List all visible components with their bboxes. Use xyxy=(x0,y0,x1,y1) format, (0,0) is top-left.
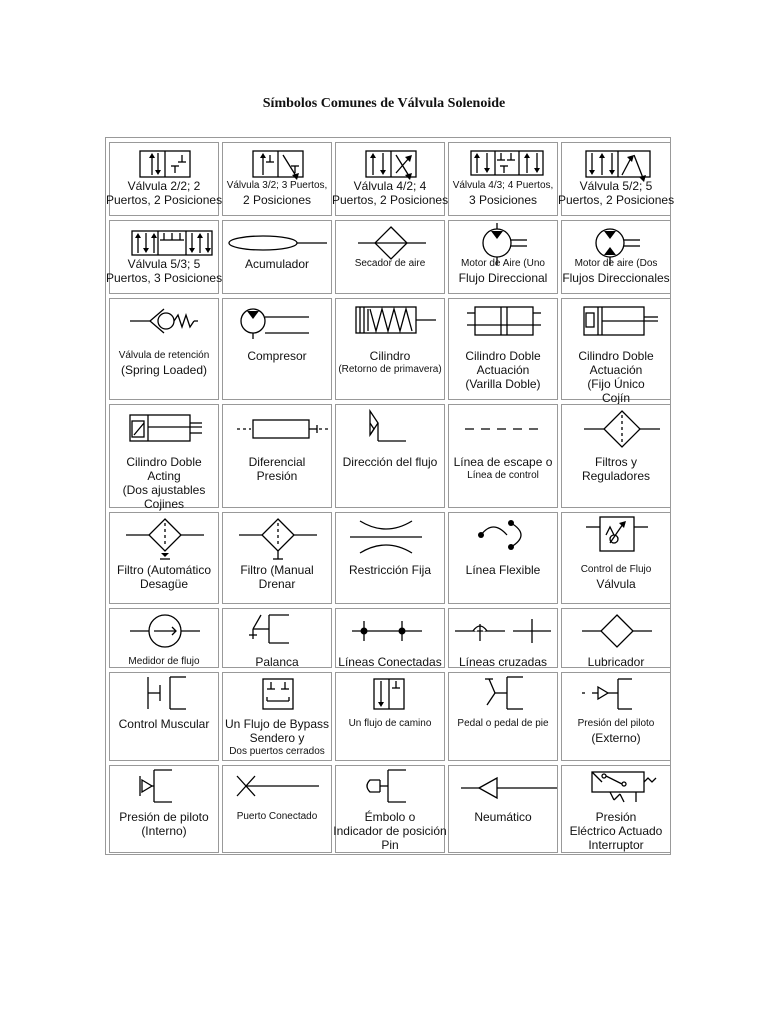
bypass-flow-icon xyxy=(223,673,333,715)
flow-control-valve-icon xyxy=(562,513,672,561)
lever-icon xyxy=(223,609,333,653)
symbol-label xyxy=(219,257,335,271)
valve-4-2-icon xyxy=(336,143,446,177)
symbol-label-line: Válvula 5/2; 5 xyxy=(579,179,653,193)
symbol-label-line: Compresor xyxy=(247,349,307,363)
symbol-label-line: Interruptor xyxy=(588,838,644,852)
crossed-lines-icon xyxy=(449,609,559,653)
symbol-cell xyxy=(335,608,445,668)
symbol-label xyxy=(219,810,335,824)
symbol-cell xyxy=(448,672,558,761)
symbol-cell xyxy=(222,220,332,294)
symbol-label-line: Un flujo de camino xyxy=(348,718,432,729)
filter-manual-drain-icon xyxy=(223,513,333,561)
symbol-cell xyxy=(222,142,332,216)
symbol-label-line: Desagüe xyxy=(139,577,189,591)
symbol-label-line: Cilindro xyxy=(369,349,411,363)
pilot-internal-icon xyxy=(110,766,220,808)
symbol-cell xyxy=(109,512,219,604)
symbol-label xyxy=(106,179,222,207)
cylinder-double-cushion-icon xyxy=(562,299,672,347)
flow-direction-icon xyxy=(336,405,446,453)
symbol-label-line: (Externo) xyxy=(591,731,641,745)
symbol-cell xyxy=(109,672,219,761)
symbol-label-line: Cojines xyxy=(143,497,185,511)
symbol-label-line: (Varilla Doble) xyxy=(465,377,541,391)
symbol-label-line: (Fijo Único xyxy=(587,377,645,391)
cylinder-spring-return-icon xyxy=(336,299,446,347)
symbol-label xyxy=(332,257,448,271)
symbol-cell xyxy=(109,404,219,511)
symbol-cell xyxy=(561,608,671,668)
symbol-label xyxy=(445,717,561,731)
symbol-label-line: Neumático xyxy=(474,810,532,824)
symbol-label xyxy=(445,810,561,824)
symbol-cell xyxy=(222,608,332,668)
symbol-label xyxy=(332,717,448,731)
symbol-label-line: Presión del piloto xyxy=(577,718,655,729)
symbol-label xyxy=(445,179,561,207)
symbol-label-line: Filtro (Automático xyxy=(116,563,212,577)
symbol-label xyxy=(445,655,561,669)
symbol-label xyxy=(558,179,674,207)
plunger-icon xyxy=(336,766,446,808)
symbol-label xyxy=(558,349,674,405)
check-valve-icon xyxy=(110,299,220,347)
symbol-label-line: Sendero y xyxy=(249,731,305,745)
symbol-label-line: Cojín xyxy=(601,391,630,405)
symbol-label-line: Acting xyxy=(147,469,181,483)
symbol-label-line: Cilindro Doble xyxy=(578,349,654,363)
compressor-icon xyxy=(223,299,333,347)
symbol-cell xyxy=(448,404,558,508)
connected-port-icon xyxy=(223,766,333,808)
symbol-label xyxy=(558,455,674,483)
symbol-cell xyxy=(222,404,332,508)
symbol-cell xyxy=(106,220,223,294)
symbol-label xyxy=(219,563,335,591)
symbol-cell xyxy=(448,512,558,604)
symbol-label-line: Motor de aire (Dos xyxy=(574,258,658,269)
symbol-label-line: Líneas cruzadas xyxy=(458,655,548,669)
symbol-label-line: Filtros y xyxy=(595,455,637,469)
symbol-label-line: Cilindro Doble xyxy=(126,455,202,469)
symbol-label-line: Línea Flexible xyxy=(465,563,541,577)
symbol-label-line: Presión xyxy=(595,810,637,824)
symbol-label xyxy=(445,257,561,285)
valve-4-3-icon xyxy=(449,143,559,177)
symbol-cell xyxy=(448,765,558,853)
symbol-label-line: Presión de piloto xyxy=(119,810,209,824)
symbol-cell xyxy=(561,765,671,853)
symbol-cell xyxy=(335,672,445,761)
symbol-cell xyxy=(222,298,332,400)
symbol-label xyxy=(332,655,448,669)
valve-5-2-icon xyxy=(562,143,672,177)
symbol-label-line: Pedal o pedal de pie xyxy=(457,718,549,729)
symbol-label xyxy=(332,349,448,377)
symbol-cell xyxy=(222,512,332,604)
flexible-line-icon xyxy=(449,513,559,561)
symbol-label-line: Motor de Aire (Uno xyxy=(461,258,545,269)
pilot-external-icon xyxy=(562,673,672,715)
symbol-cell xyxy=(561,672,671,761)
symbol-label-line: Secador de aire xyxy=(354,258,426,269)
symbol-label xyxy=(445,349,561,391)
symbol-cell xyxy=(448,608,558,668)
symbol-cell xyxy=(109,298,219,400)
symbol-cell xyxy=(335,404,445,508)
symbol-label-line: Puertos, 2 Posiciones xyxy=(558,193,675,207)
symbol-label-line: (Spring Loaded) xyxy=(120,363,208,377)
symbol-cell xyxy=(335,220,445,294)
cylinder-double-rod-icon xyxy=(449,299,559,347)
symbol-cell xyxy=(558,142,675,216)
symbol-label xyxy=(558,655,674,669)
lubricator-icon xyxy=(562,609,672,653)
symbol-label-line: Actuación xyxy=(589,363,643,377)
symbol-label xyxy=(558,257,674,285)
flow-meter-icon xyxy=(110,609,220,653)
pedal-icon xyxy=(449,673,559,715)
symbol-label-line: Dirección del flujo xyxy=(342,455,438,469)
valve-3-2-icon xyxy=(223,143,333,177)
symbol-label-line: Válvula 4/2; 4 xyxy=(353,179,427,193)
symbol-label-line: Presión xyxy=(256,469,298,483)
symbol-label-line: Un Flujo de Bypass xyxy=(224,717,330,731)
symbol-label xyxy=(219,655,335,669)
symbol-label xyxy=(445,455,561,483)
symbol-label-line: (Interno) xyxy=(141,824,187,838)
symbol-label xyxy=(106,455,222,511)
symbol-label xyxy=(332,563,448,577)
symbol-label-line: Válvula xyxy=(596,577,636,591)
symbol-cell xyxy=(222,765,332,853)
symbol-label-line: Eléctrico Actuado xyxy=(569,824,663,838)
symbol-label xyxy=(558,717,674,745)
symbol-label-line: Filtro (Manual xyxy=(240,563,314,577)
symbol-label-line: Flujos Direccionales xyxy=(562,271,670,285)
symbol-label-line: Control Muscular xyxy=(118,717,210,731)
symbol-label xyxy=(558,810,674,852)
symbol-cell xyxy=(335,512,445,604)
page-title: Símbolos Comunes de Válvula Solenoide xyxy=(262,96,506,111)
symbol-label-line: Indicador de posición xyxy=(333,824,447,838)
symbol-label-line: Línea de control xyxy=(467,470,539,481)
symbol-label-line: Dos puertos cerrados xyxy=(229,746,325,757)
symbol-label-line: Cilindro Doble xyxy=(465,349,541,363)
symbol-label xyxy=(106,810,222,838)
pneumatic-icon xyxy=(449,766,559,808)
symbol-cell xyxy=(332,142,449,216)
symbol-cell xyxy=(561,404,671,508)
symbol-label-line: Puertos, 2 Posiciones xyxy=(332,193,449,207)
connected-lines-icon xyxy=(336,609,446,653)
symbol-label-line: Puertos, 3 Posiciones xyxy=(106,271,223,285)
symbol-cell xyxy=(335,298,445,400)
symbol-label-line: 3 Posiciones xyxy=(468,193,538,207)
symbol-label xyxy=(219,179,335,207)
exhaust-line-icon xyxy=(449,405,559,453)
symbol-label-line: Puerto Conectado xyxy=(236,811,318,822)
filter-auto-drain-icon xyxy=(110,513,220,561)
symbol-label-line: Flujo Direccional xyxy=(458,271,548,285)
symbol-label xyxy=(332,455,448,469)
muscle-control-icon xyxy=(110,673,220,715)
symbol-label-line: (Dos ajustables xyxy=(122,483,206,497)
accumulator-icon xyxy=(223,221,333,255)
symbol-label-line: Válvula 4/3; 4 Puertos, xyxy=(452,180,554,191)
symbol-cell xyxy=(335,765,445,853)
symbol-label-line: Líneas Conectadas xyxy=(338,655,442,669)
symbol-label-line: Lubricador xyxy=(587,655,645,669)
symbol-label-line: Diferencial xyxy=(248,455,306,469)
symbol-label-line: Drenar xyxy=(258,577,296,591)
symbol-label xyxy=(106,717,222,731)
symbol-cell xyxy=(448,298,558,400)
symbol-label xyxy=(219,349,335,363)
symbol-label-line: (Retorno de primavera) xyxy=(338,364,442,375)
symbol-label-line: Restricción Fija xyxy=(348,563,432,577)
symbol-label-line: Válvula 5/3; 5 xyxy=(127,257,201,271)
air-dryer-icon xyxy=(336,221,446,255)
symbol-label xyxy=(106,257,222,285)
symbol-label-line: Puertos, 2 Posiciones xyxy=(106,193,223,207)
symbol-label-line: Válvula 3/2; 3 Puertos, xyxy=(226,180,328,191)
symbol-label-line: Actuación xyxy=(476,363,530,377)
symbol-cell xyxy=(561,220,671,294)
air-motor-two-way-icon xyxy=(562,221,672,255)
differential-pressure-icon xyxy=(223,405,333,453)
symbol-label-line: Acumulador xyxy=(244,257,310,271)
symbol-label xyxy=(106,655,222,669)
symbol-label xyxy=(332,810,448,852)
symbol-cell xyxy=(109,765,219,853)
symbol-label-line: Línea de escape o xyxy=(453,455,553,469)
symbol-label xyxy=(106,349,222,377)
valve-5-3-icon xyxy=(110,221,220,255)
symbol-table xyxy=(105,137,675,855)
symbol-label-line: Medidor de flujo xyxy=(128,656,200,667)
symbol-label xyxy=(558,563,674,591)
pressure-switch-icon xyxy=(562,766,672,808)
filter-regulator-icon xyxy=(562,405,672,453)
symbol-label-line: Válvula de retención xyxy=(118,350,210,361)
valve-2-2-icon xyxy=(110,143,220,177)
symbol-label xyxy=(106,563,222,591)
cylinder-adjustable-cushions-icon xyxy=(110,405,220,453)
symbol-cell xyxy=(448,142,558,216)
symbol-label xyxy=(332,179,448,207)
symbol-cell xyxy=(448,220,558,294)
symbol-label-line: Control de Flujo xyxy=(580,564,652,575)
symbol-label xyxy=(219,717,335,759)
symbol-label xyxy=(219,455,335,483)
symbol-label xyxy=(445,563,561,577)
one-way-flow-icon xyxy=(336,673,446,715)
symbol-cell xyxy=(109,608,219,668)
symbol-cell xyxy=(222,672,332,761)
symbol-cell xyxy=(106,142,223,216)
symbol-label-line: Pin xyxy=(381,838,399,852)
symbol-label-line: Émbolo o xyxy=(364,810,416,824)
air-motor-one-way-icon xyxy=(449,221,559,255)
symbol-label-line: Reguladores xyxy=(581,469,651,483)
symbol-cell xyxy=(561,512,671,604)
symbol-label-line: 2 Posiciones xyxy=(242,193,312,207)
fixed-restriction-icon xyxy=(336,513,446,561)
symbol-label-line: Palanca xyxy=(255,655,299,669)
symbol-cell xyxy=(561,298,671,405)
symbol-label-line: Válvula 2/2; 2 xyxy=(127,179,201,193)
